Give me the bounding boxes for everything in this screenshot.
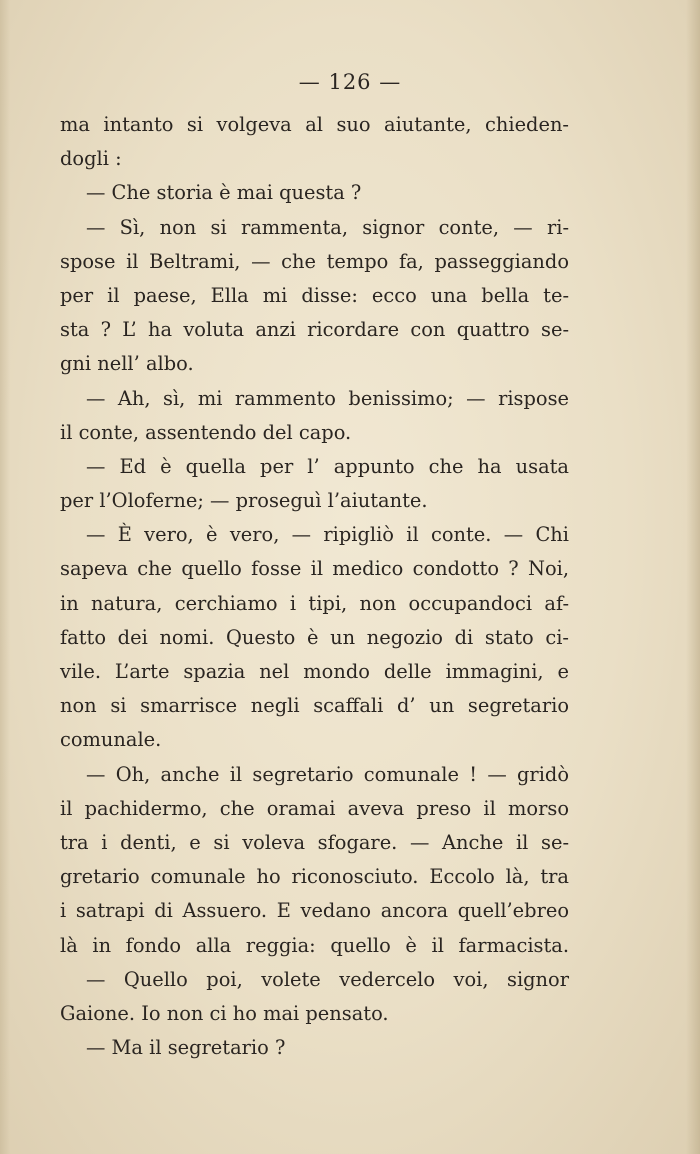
text-line: — Che storia è mai questa ? bbox=[86, 181, 362, 205]
text-line: il pachidermo, che oramai aveva preso il morso bbox=[60, 796, 569, 820]
page-right-edge-shadow bbox=[686, 0, 700, 1154]
text-line: — Oh, anche il segretario comunale ! — gridò bbox=[86, 762, 569, 786]
text-line: in natura, cerchiamo i tipi, non occupandoci af- bbox=[60, 591, 569, 615]
text-line: — Sì, non si rammenta, signor conte, — ri- bbox=[86, 215, 569, 239]
text-line: — Quello poi, volete vedercelo voi, signor bbox=[86, 967, 569, 991]
text-line: dogli : bbox=[60, 147, 122, 171]
text-line: per il paese, Ella mi disse: ecco una bella te- bbox=[60, 283, 569, 307]
text-line: gni nell’ albo. bbox=[60, 352, 194, 376]
body-text bbox=[60, 108, 569, 1065]
text-line: i satrapi di Assuero. E vedano ancora quell’ebreo bbox=[60, 899, 569, 923]
text-line: vile. L’arte spazia nel mondo delle immagini, e bbox=[60, 660, 569, 683]
text-line: — Ah, sì, mi rammento benissimo; — rispose bbox=[86, 386, 569, 410]
text-line: — È vero, è vero, — ripigliò il conte. — Chi bbox=[86, 523, 569, 547]
text-line: fatto dei nomi. Questo è un negozio di stato ci- bbox=[60, 625, 569, 649]
text-line: — Ed è quella per l’ appunto che ha usata bbox=[86, 454, 569, 478]
text-line: ma intanto si volgeva al suo aiutante, chieden- bbox=[60, 113, 569, 136]
text-line: spose il Beltrami, — che tempo fa, passeggiando bbox=[60, 249, 569, 273]
text-line: comunale. bbox=[60, 728, 162, 752]
text-line: sta ? L’ ha voluta anzi ricordare con quattro se- bbox=[60, 318, 569, 342]
text-line: — Ma il segretario ? bbox=[86, 1036, 286, 1060]
text-line: non si smarrisce negli scaffali d’ un segretario bbox=[60, 694, 569, 718]
text-line: tra i denti, e si voleva sfogare. — Anche il se- bbox=[60, 830, 569, 854]
text-line: il conte, assentendo del capo. bbox=[60, 420, 352, 444]
text-line: là in fondo alla reggia: quello è il farmacista. bbox=[60, 933, 569, 957]
page-left-edge-shadow bbox=[0, 0, 10, 1154]
text-line: gretario comunale ho riconosciuto. Eccolo là, tra bbox=[60, 865, 569, 889]
text-line: Gaione. Io non ci ho mai pensato. bbox=[60, 1001, 389, 1025]
page-number: — 126 — bbox=[298, 70, 402, 94]
text-line: sapeva che quello fosse il medico condotto ? Noi, bbox=[60, 557, 569, 581]
text-line: per l’Oloferne; — proseguì l’aiutante. bbox=[60, 489, 428, 513]
